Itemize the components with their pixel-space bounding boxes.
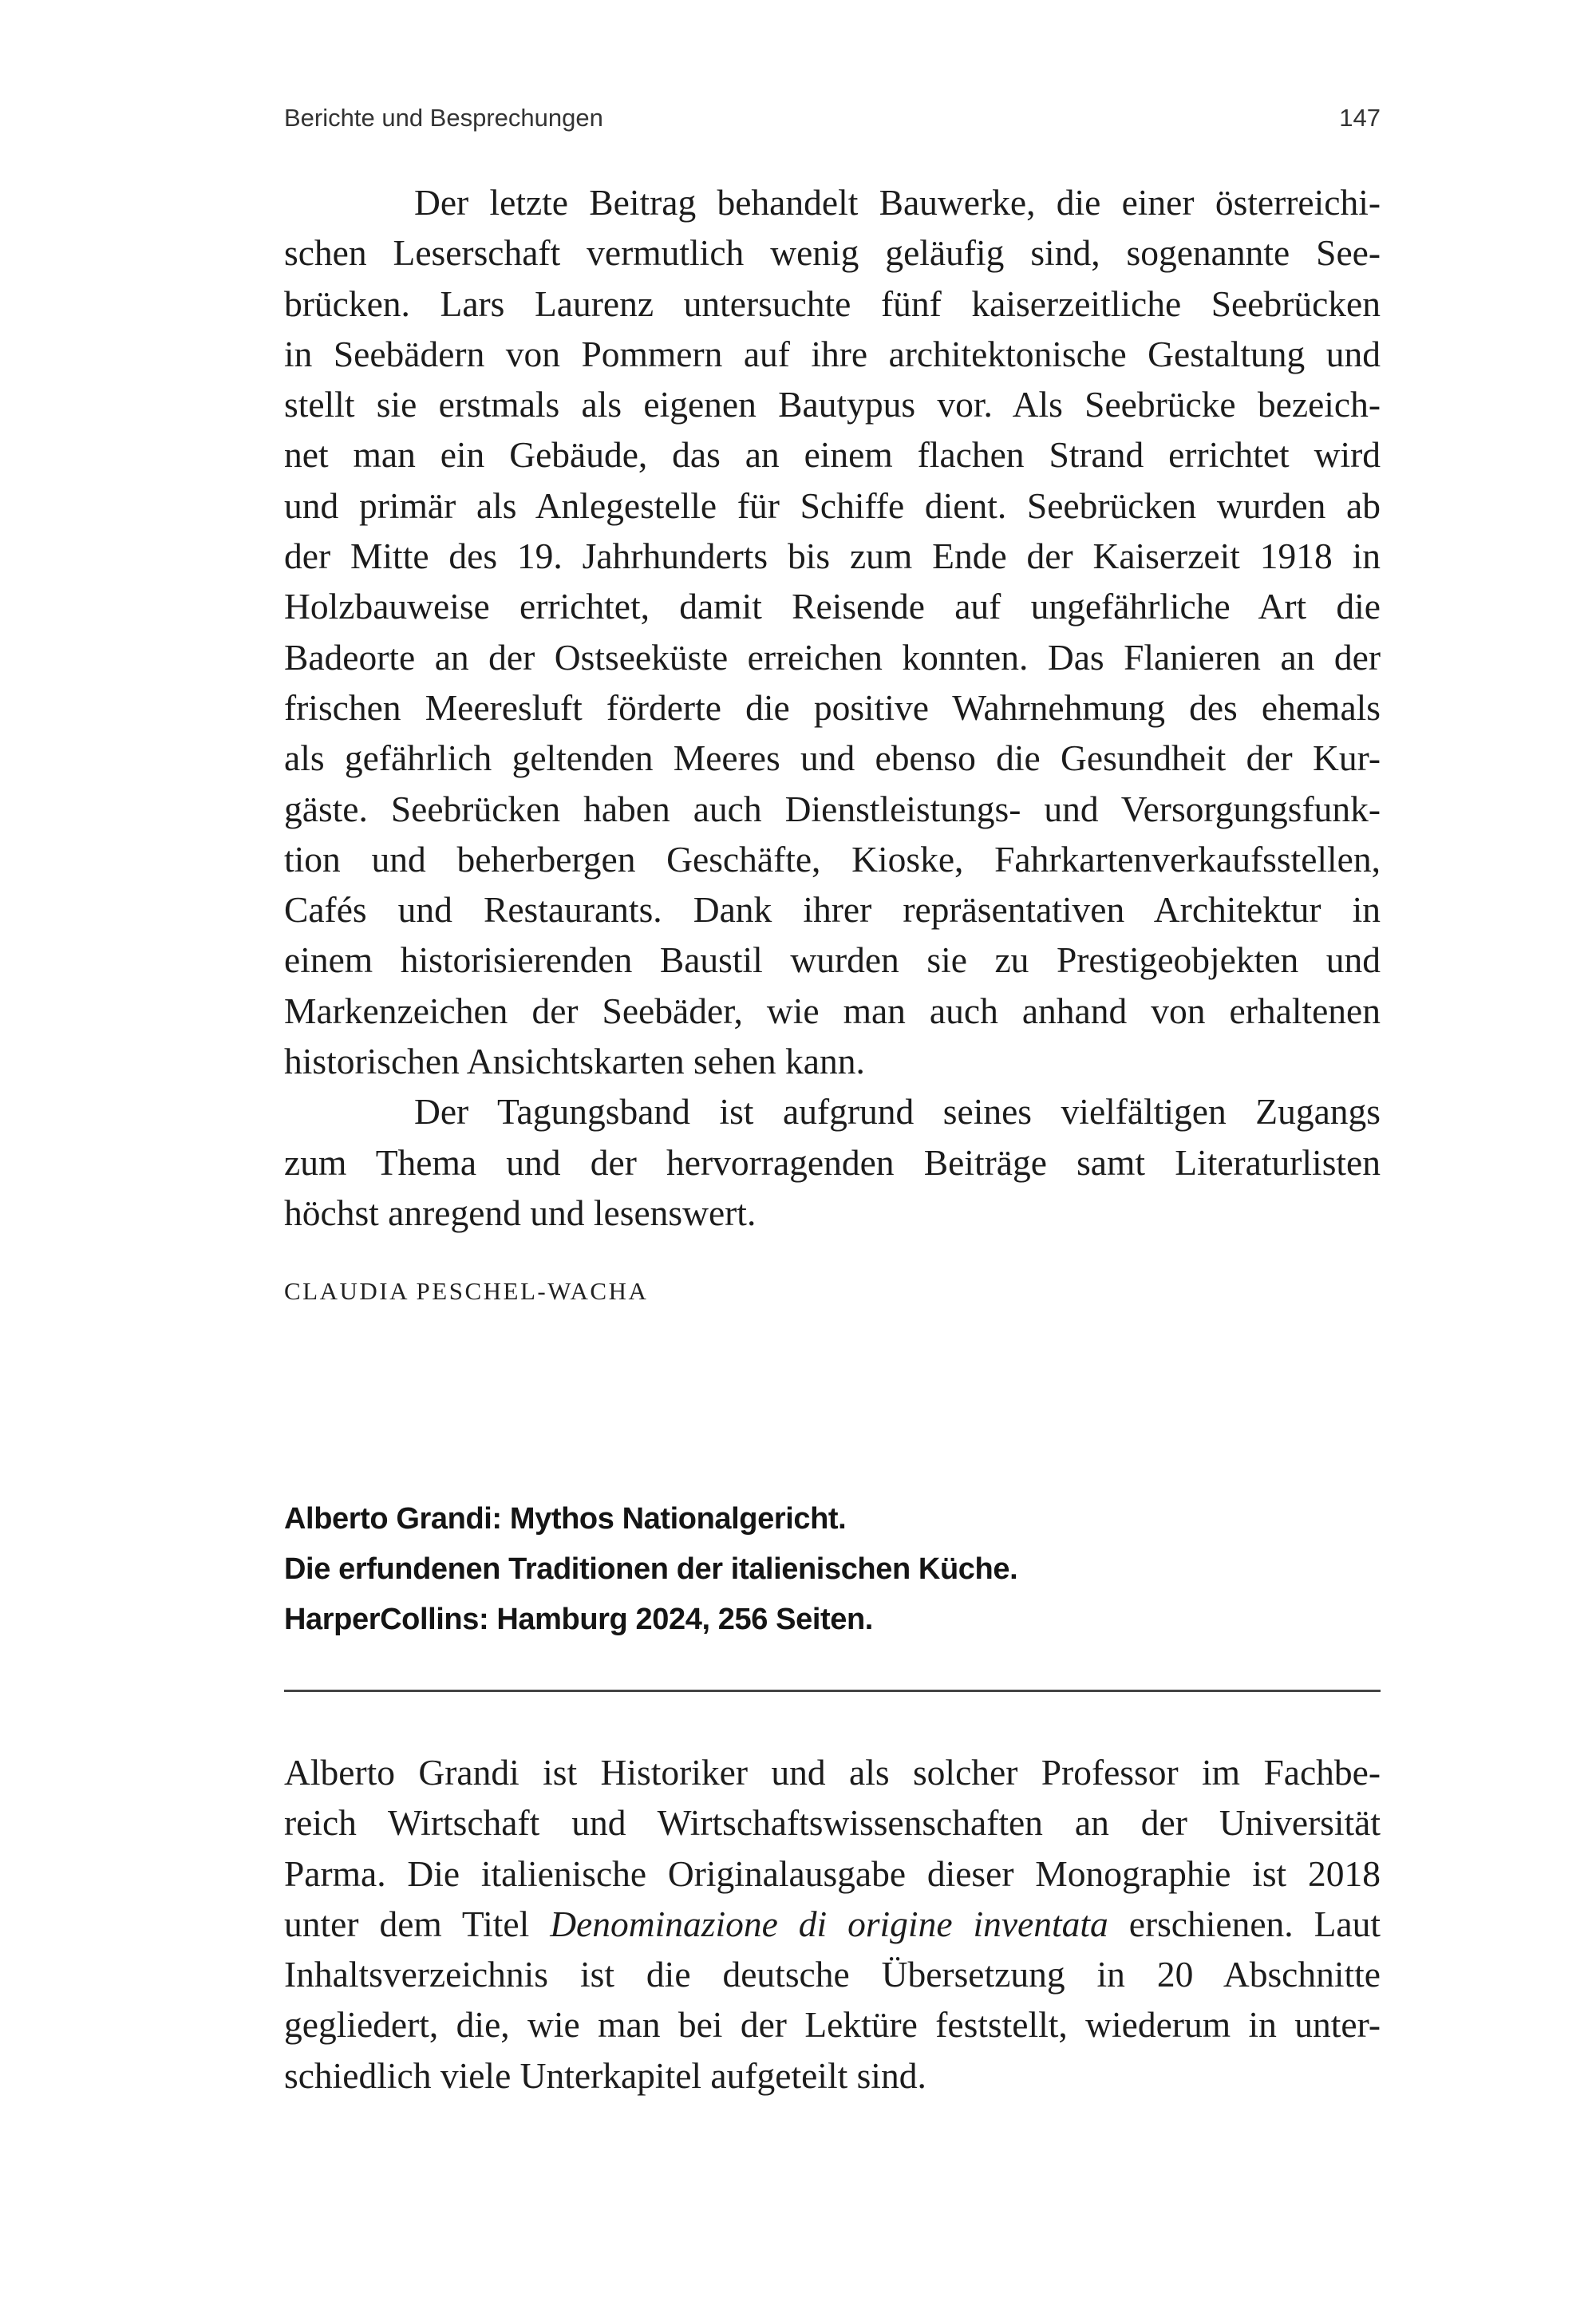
book-original-title: Denominazione di origine inventata	[550, 1903, 1108, 1944]
text-line: Der letzte Beitrag behandelt Bauwerke, die einer österreichi-	[414, 182, 1381, 223]
text-line: zum Thema und der hervorragenden Beiträge samt Literaturlisten	[284, 1141, 1381, 1183]
text-line: Badeorte an der Ostseeküste erreichen konnten. Das Flanieren an der	[284, 636, 1381, 678]
text-line: einem historisierenden Baustil wurden sie zu Prestigeobjekten und	[284, 939, 1381, 981]
text-line: Alberto Grandi ist Historiker und als solcher Professor im Fachbe-	[284, 1752, 1381, 1793]
review-1-body	[284, 177, 1381, 1238]
text-line: Markenzeichen der Seebäder, wie man auch anhand von erhaltenen	[284, 990, 1381, 1031]
text-line: Parma. Die italienische Originalausgabe dieser Monographie ist 2018	[284, 1852, 1381, 1894]
text-line: als gefährlich geltenden Meeres und ebenso die Gesundheit der Kur-	[284, 737, 1381, 779]
text-line: in Seebädern von Pommern auf ihre architektonische Gestaltung und	[284, 333, 1381, 374]
section-title: Berichte und Besprechungen	[284, 104, 603, 132]
text-line: brücken. Lars Laurenz untersuchte fünf kaiserzeitliche Seebrücken	[284, 283, 1381, 324]
text-line: frischen Meeresluft förderte die positive Wahrnehmung des ehemals	[284, 686, 1381, 728]
text-line: tion und beherbergen Geschäfte, Kioske, Fahrkartenverkaufsstellen,	[284, 838, 1381, 880]
book-citation-line: Alberto Grandi: Mythos Nationalgericht.	[284, 1502, 847, 1536]
book-citation-line: Die erfundenen Traditionen der italienischen Küche.	[284, 1552, 1018, 1586]
text-line: Cafés und Restaurants. Dank ihrer repräsentativen Architektur in	[284, 889, 1381, 931]
running-head	[284, 104, 1381, 132]
text-line: Inhaltsverzeichnis ist die deutsche Übersetzung in 20 Abschnitte	[284, 1954, 1381, 1995]
page-number: 147	[1339, 104, 1381, 132]
review-2-body	[284, 1747, 1381, 2101]
text-line: schen Leserschaft vermutlich wenig geläufig sind, sogenannte See-	[284, 232, 1381, 274]
text-line: Der Tagungsband ist aufgrund seines vielfältigen Zugangs	[414, 1091, 1381, 1133]
text-line: Holzbauweise errichtet, damit Reisende auf ungefährliche Art die	[284, 586, 1381, 627]
text-line: historischen Ansichtskarten sehen kann.	[284, 1041, 865, 1082]
book-citation	[284, 1494, 1017, 1645]
text-line: net man ein Gebäude, das an einem flachen Strand errichtet wird	[284, 434, 1381, 476]
text-line: gäste. Seebrücken haben auch Dienstleistungs- und Versorgungsfunk-	[284, 788, 1381, 829]
review-2-paragraph-1	[284, 1747, 1381, 2101]
text-line: reich Wirtschaft und Wirtschaftswissenschaften an der Universität	[284, 1802, 1381, 1844]
text-line: stellt sie erstmals als eigenen Bautypus vor. Als Seebrücke bezeich-	[284, 384, 1381, 425]
text-line: der Mitte des 19. Jahrhunderts bis zum Ende der Kaiserzeit 1918 in	[284, 536, 1381, 577]
divider	[284, 1690, 1381, 1692]
review-1-paragraph-2	[284, 1086, 1381, 1238]
text-line: und primär als Anlegestelle für Schiffe dient. Seebrücken wurden ab	[284, 484, 1381, 526]
review-1-paragraph-1	[284, 177, 1381, 1086]
book-citation-line: HarperCollins: Hamburg 2024, 256 Seiten.	[284, 1603, 873, 1636]
text-line: gegliedert, die, wie man bei der Lektüre feststellt, wiederum in unter-	[284, 2004, 1381, 2046]
text-line: unter dem Titel Denominazione di origine inventata erschienen. Laut	[284, 1903, 1381, 1944]
text-line: schiedlich viele Unterkapitel aufgeteilt sind.	[284, 2054, 926, 2096]
text-line: höchst anregend und lesenswert.	[284, 1192, 757, 1233]
review-1-signature: CLAUDIA PESCHEL-WACHA	[284, 1277, 649, 1305]
